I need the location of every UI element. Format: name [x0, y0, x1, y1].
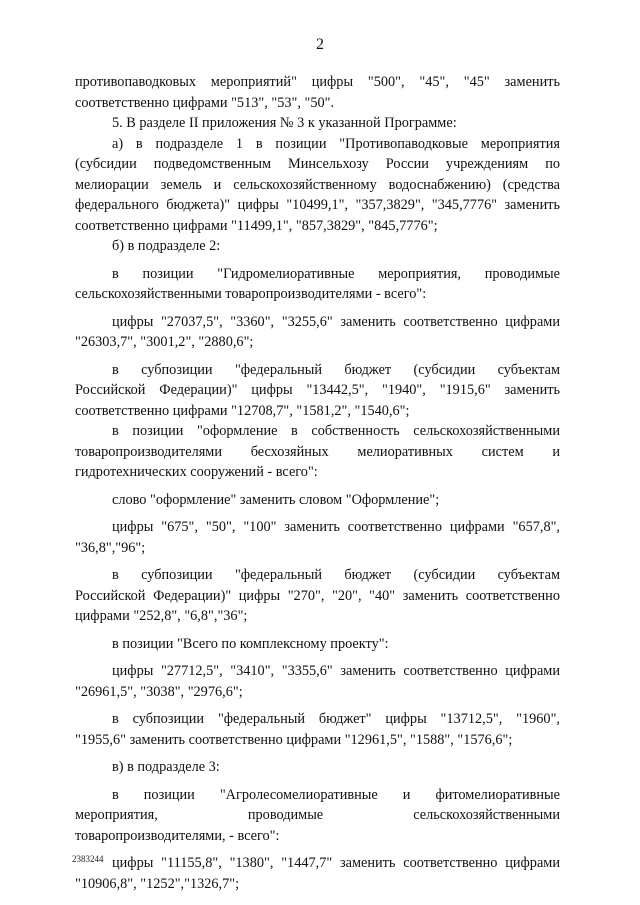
text-line: сельскохозяйственными товаропроизводителями - всего": — [75, 286, 427, 302]
document-body — [75, 72, 560, 894]
text-line: товаропроизводителями, - всего": — [75, 827, 280, 844]
text-line: "36,8","96"; — [75, 539, 146, 556]
text-line: цифры "27712,5", "3410", "3355,6" заменить соответственно цифрами — [112, 663, 560, 679]
text-line: в субпозиции "федеральный бюджет (субсидии субъектам — [112, 567, 560, 583]
text-line: Российской Федерации)" цифры "13442,5", "1940", "1915,6" заменить — [75, 382, 560, 398]
text-line: противопаводковых мероприятий" цифры "500", "45", "45" заменить — [75, 74, 560, 90]
text-line: а) в подразделе 1 в позиции "Противопаводковые мероприятия — [112, 135, 560, 152]
text-line: в позиции "оформление в собственность сельскохозяйственными — [112, 423, 560, 439]
text-line: соответственно цифрами "11499,1", "857,3829", "845,7776"; — [75, 217, 438, 234]
text-line: в позиции "Гидромелиоративные мероприятия, проводимые — [112, 265, 560, 282]
text-line: б) в подразделе 2: — [112, 238, 221, 254]
page-number: 2 — [316, 36, 324, 53]
text-line: мероприятия, проводимые сельскохозяйственными — [75, 807, 560, 823]
text-line: 5. В разделе II приложения № 3 к указанной Программе: — [112, 115, 457, 131]
text-line: в субпозиции "федеральный бюджет (субсидии субъектам — [112, 361, 560, 378]
text-line: "26303,7", "3001,2", "2880,6"; — [75, 334, 254, 350]
text-line: цифры "11155,8", "1380", "1447,7" заменить соответственно цифрами — [112, 855, 560, 871]
text-line: "26961,5", "3038", "2976,6"; — [75, 683, 243, 700]
text-line: цифрами "252,8", "6,8","36"; — [75, 608, 248, 624]
document-id: 2383244 — [72, 854, 104, 864]
text-line: слово "оформление" заменить словом "Оформление"; — [112, 491, 440, 508]
text-line: гидротехнических сооружений - всего": — [75, 464, 318, 480]
text-line: мелиорации земель и сельскохозяйственному водоснабжению) (средства — [75, 176, 560, 193]
text-line: соответственно цифрами "12708,7", "1581,2", "1540,6"; — [75, 402, 410, 419]
text-line: товаропроизводителями бесхозяйных мелиоративных систем и — [75, 443, 560, 460]
text-line: "1955,6" заменить соответственно цифрами "12961,5", "1588", "1576,6"; — [75, 731, 513, 748]
text-line: федерального бюджета)" цифры "10499,1", "357,3829", "345,7776" заменить — [75, 197, 560, 213]
text-line: соответственно цифрами "513", "53", "50". — [75, 94, 335, 111]
text-line: в) в подразделе 3: — [112, 759, 220, 775]
text-line: (субсидии подведомственным Минсельхозу России учреждениям по — [75, 156, 560, 172]
text-line: в позиции "Агролесомелиоративные и фитомелиоративные — [112, 786, 560, 803]
text-line: цифры "27037,5", "3360", "3255,6" заменить соответственно цифрами — [112, 313, 560, 330]
text-line: Российской Федерации)" цифры "270", "20", "40" заменить соответственно — [75, 587, 560, 604]
text-line: в субпозиции "федеральный бюджет" цифры "13712,5", "1960", — [112, 711, 560, 727]
text-line: в позиции "Всего по комплексному проекту": — [112, 635, 389, 652]
text-line: цифры "675", "50", "100" заменить соответственно цифрами "657,8", — [112, 519, 560, 535]
text-line: "10906,8", "1252","1326,7"; — [75, 875, 240, 892]
